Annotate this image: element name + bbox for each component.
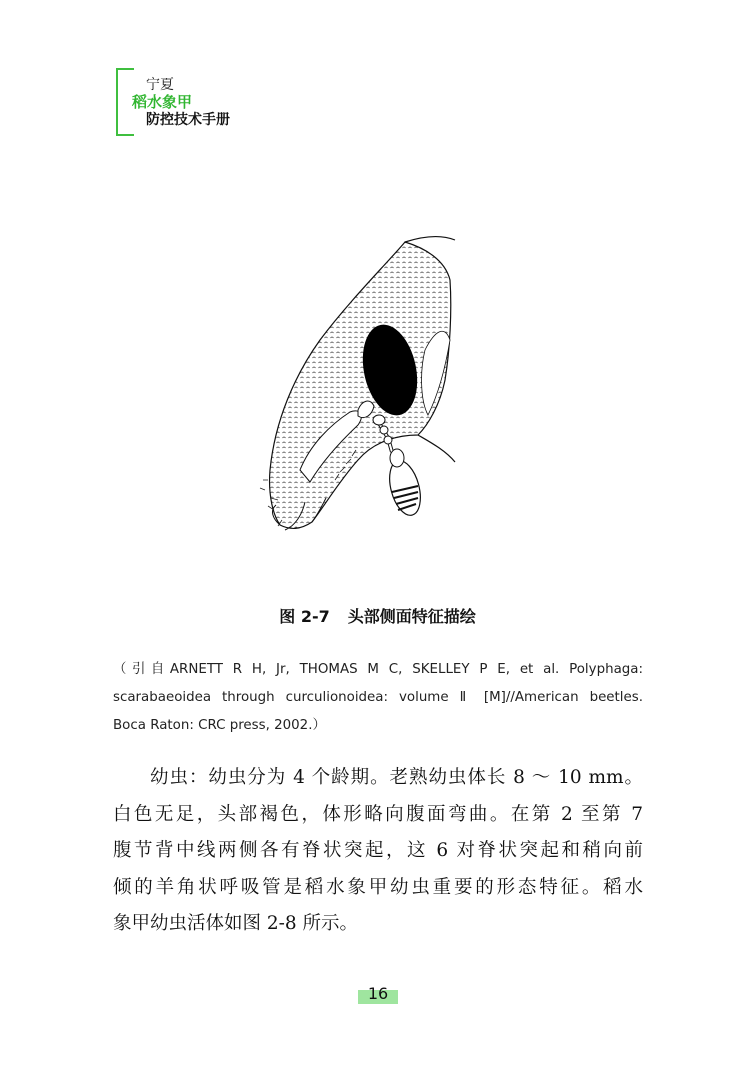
reference-line: scarabaeoidea through curculionoidea: volume Ⅱ [M]//American beetles. xyxy=(113,690,643,705)
reference-line: （引自ARNETT R H, Jr, THOMAS M C, SKELLEY P E, et al. Polyphaga: xyxy=(113,662,643,677)
paragraph-line: 象甲幼虫活体如图 2-8 所示。 xyxy=(113,913,359,934)
reference-line: Boca Raton: CRC press, 2002.） xyxy=(113,718,326,733)
weevil-head-illustration xyxy=(240,230,480,550)
header-book-title: 稻水象甲 xyxy=(132,93,193,111)
paragraph-line: 白色无足，头部褐色，体形略向腹面弯曲。在第 2 至第 7 xyxy=(113,803,643,825)
page-number: 16 xyxy=(367,984,389,1003)
body-paragraph xyxy=(113,760,643,943)
paragraph-line: 幼虫：幼虫分为 4 个龄期。老熟幼虫体长 8 ～ 10 mm。 xyxy=(150,767,643,788)
head-outline xyxy=(405,237,455,243)
paragraph-line: 倾的羊角状呼吸管是稻水象甲幼虫重要的形态特征。稻水 xyxy=(113,876,643,898)
figure-title: 头部侧面特征描绘 xyxy=(347,607,476,626)
figure-number: 图 2-7 xyxy=(279,607,330,626)
paragraph-line: 腹节背中线两侧各有脊状突起，这 6 对脊状突起和稍向前 xyxy=(113,840,643,861)
figure-reference xyxy=(113,656,643,740)
header-region: 宁夏 xyxy=(146,77,174,93)
figure-caption xyxy=(0,604,755,627)
header-book-subtitle: 防控技术手册 xyxy=(146,112,230,128)
